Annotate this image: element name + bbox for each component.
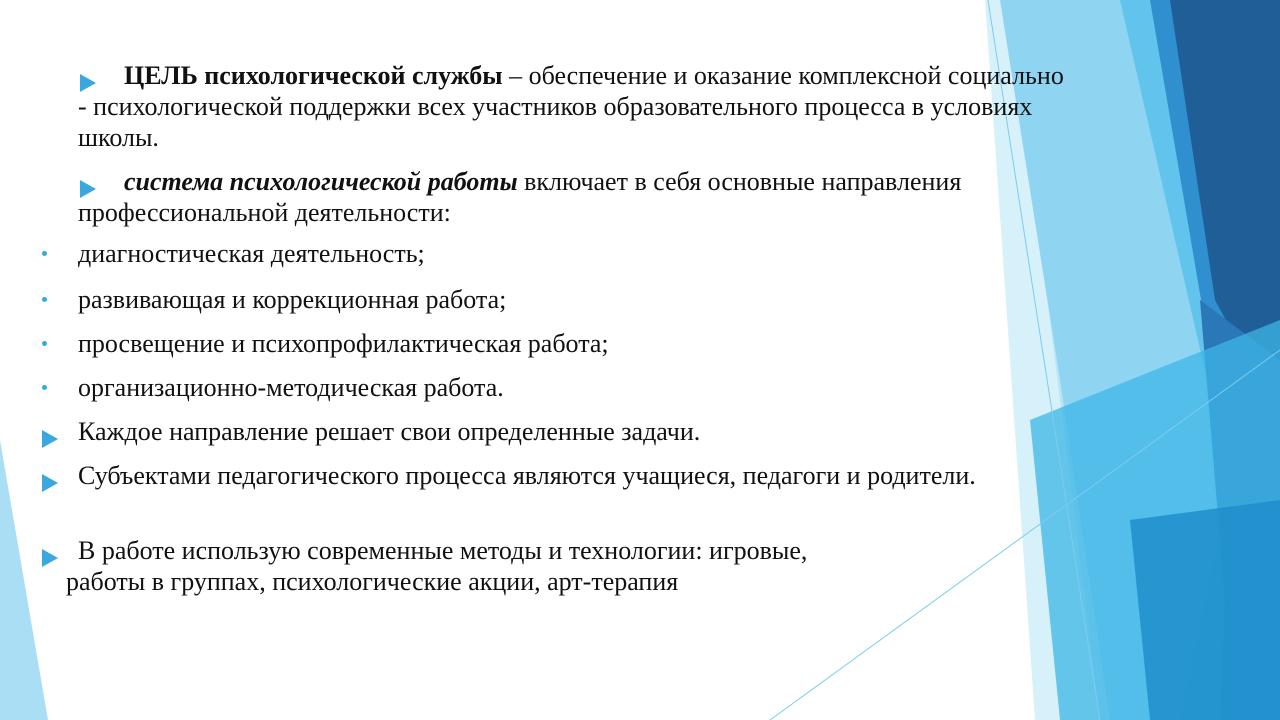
list-item: Субъектами педагогического процесса являются учащиеся, педагоги и родители. [78,460,1058,491]
triangle-right-icon [42,468,58,499]
list-item: Каждое направление решает свои определенные задачи. [78,416,1078,447]
list-item-continuation: работы в группах, психологические акции, арт-терапия [66,567,679,596]
dot-icon [42,251,47,256]
goal-lead: ЦЕЛЬ психологической службы [124,61,503,90]
system-lead: система психологической работы [124,167,518,196]
list-item: организационно-методическая работа. [78,372,1078,403]
triangle-right-icon [42,543,58,574]
list-item: развивающая и коррекционная работа; [78,284,1078,315]
triangle-right-icon [80,174,96,205]
list-item: В работе использую современные методы и технологии: игровые, [78,535,1078,566]
system-text: включает в себя основные направления профессиональной деятельности: [78,167,962,227]
goal-paragraph [78,60,1078,153]
list-item: просвещение и психопрофилактическая работа; [78,328,1078,359]
system-paragraph [78,166,1078,228]
dot-icon [42,385,47,390]
triangle-right-icon [42,424,58,455]
goal-text: – обеспечение и оказание комплексной социально - психологической поддержки всех участников образовательного процесса в условиях школы. [78,61,1064,152]
list-item: диагностическая деятельность; [78,238,1078,269]
dot-icon [42,341,47,346]
triangle-right-icon [80,68,96,99]
dot-icon [42,297,47,302]
